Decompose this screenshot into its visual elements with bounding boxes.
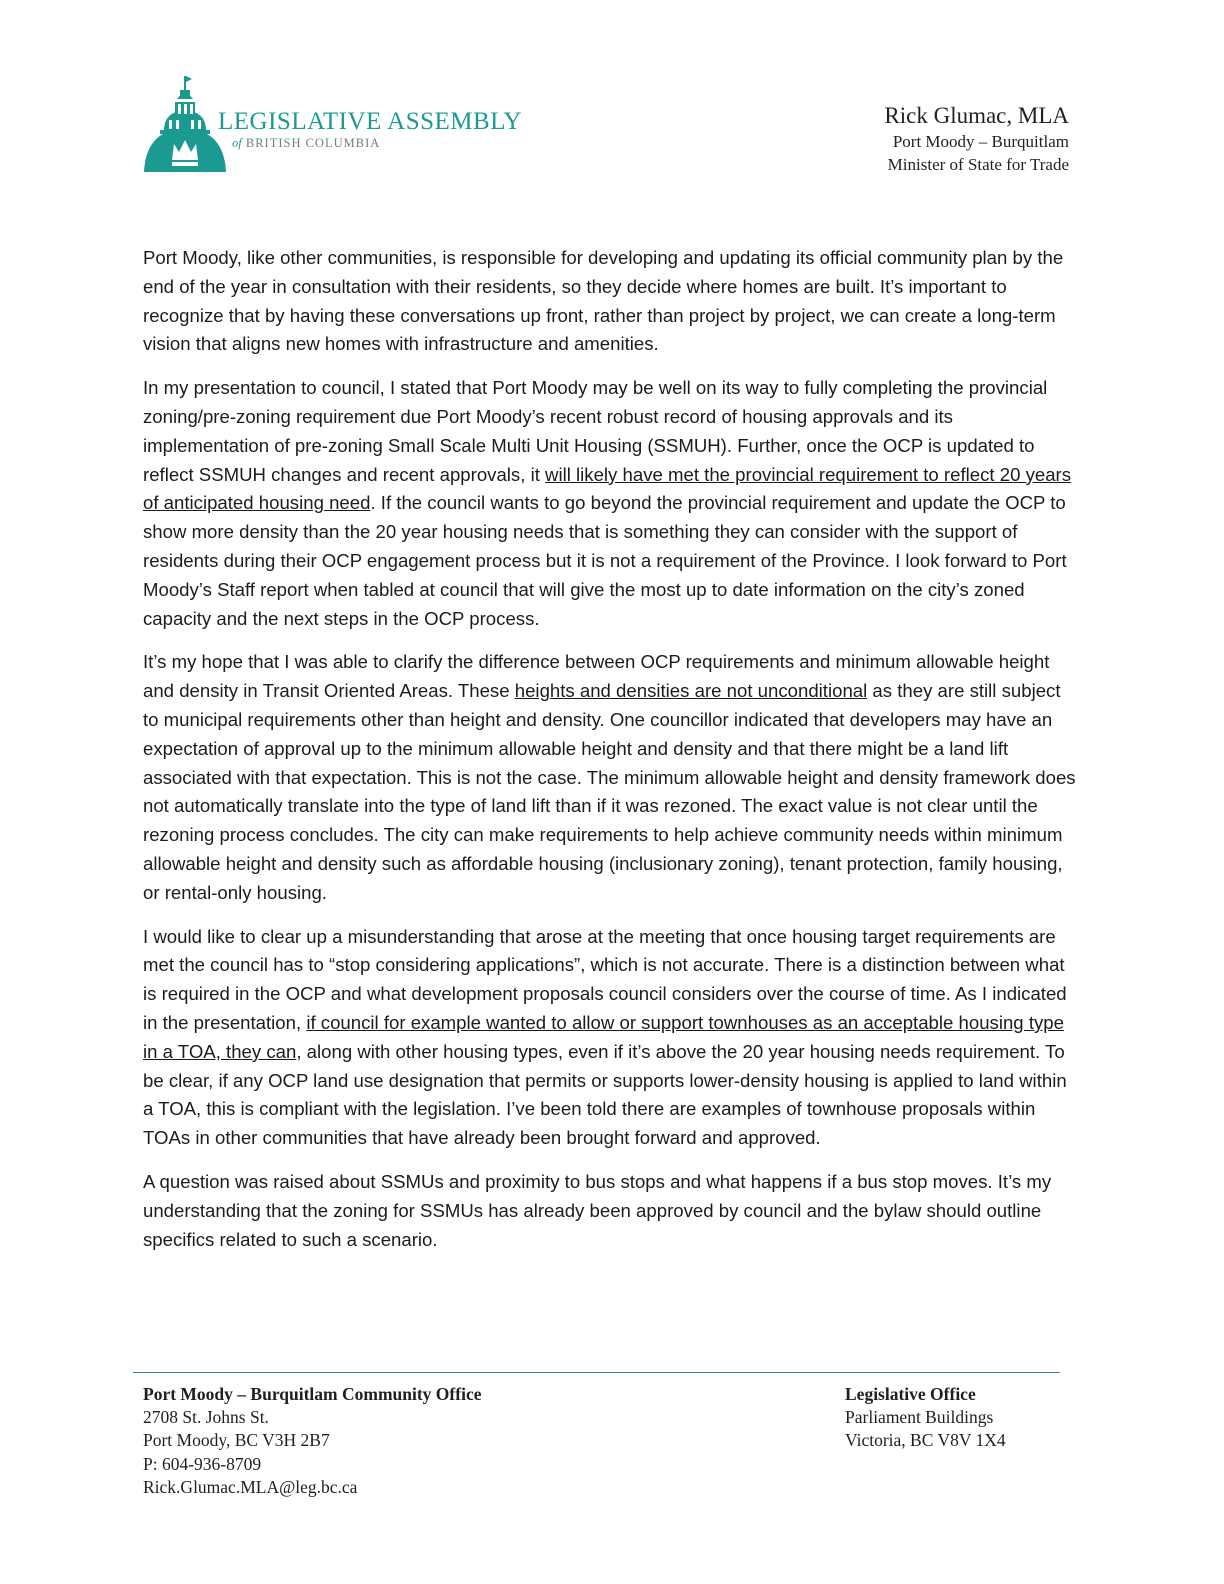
paragraph-2 bbox=[143, 374, 1078, 633]
logo-subtitle-of: of bbox=[232, 136, 242, 150]
legislative-office-city: Victoria, BC V8V 1X4 bbox=[845, 1430, 1006, 1451]
letter-body bbox=[143, 244, 1078, 1269]
paragraph-4-text-a: I would like to clear up a misunderstanding that arose at the meeting that once housing target requirements are met the council has to “stop considering applications”, which is not accurate. There is a distinction between what is required in the OCP and what development proposals council considers over the course of time. As I indicated in the presentation, bbox=[143, 925, 1067, 1033]
community-office-street: 2708 St. Johns St. bbox=[143, 1407, 269, 1428]
community-office-block bbox=[143, 1383, 481, 1499]
legislative-office-block bbox=[845, 1383, 1006, 1453]
paragraph-3 bbox=[143, 648, 1078, 907]
community-office-heading: Port Moody – Burquitlam Community Office bbox=[143, 1384, 482, 1404]
legislative-assembly-logo bbox=[144, 72, 544, 174]
paragraph-3-underlined: heights and densities are not unconditional bbox=[514, 680, 868, 702]
paragraph-2-text-a: In my presentation to council, I stated that Port Moody may be well on its way to fully completing the provincial zoning/pre-zoning requirement due Port Moody’s recent robust record of housing approvals and its implementation of pre-zoning Small Scale Multi Unit Housing (SSMUH). Further, once the OCP is updated to reflect SSMUH changes and recent approvals, it bbox=[143, 377, 1048, 485]
mla-name: Rick Glumac, MLA bbox=[884, 103, 1069, 128]
paragraph-4-text-b: , along with other housing types, even if it’s above the 20 year housing needs requirement. To be clear, if any OCP land use designation that permits or supports lower-density housing is applied to land within a TOA, this is compliant with the legislation. I’ve been told there are examples of townhouse proposals within TOAs in other communities that have already been brought forward and approved. bbox=[143, 1040, 1067, 1149]
community-office-city: Port Moody, BC V3H 2B7 bbox=[143, 1430, 330, 1451]
community-office-email: Rick.Glumac.MLA@leg.bc.ca bbox=[143, 1476, 358, 1497]
paragraph-3-text-b: as they are still subject to municipal requirements other than height and density. One councillor indicated that developers may have an expectation of approval up to the minimum allowable height and density and that there might be a land lift associated with that expectation. This is not the case. The minimum allowable height and density framework does not automatically translate into the type of land lift than if it was rezoned. The exact value is not clear until the rezoning process concludes. The city can make requirements to help achieve community needs within minimum allowable height and density such as affordable housing (inclusionary zoning), tenant protection, family housing, or rental-only housing. bbox=[143, 680, 1076, 903]
paragraph-2-underlined: will likely have met the provincial requirement to reflect 20 years of anticipated housing need bbox=[143, 463, 1072, 514]
paragraph-5: A question was raised about SSMUs and proximity to bus stops and what happens if a bus stop moves. It’s my understanding that the zoning for SSMUs has already been approved by council and the bylaw should outline specifics related to such a scenario. bbox=[143, 1170, 1052, 1250]
paragraph-2-text-b: . If the council wants to go beyond the provincial requirement and update the OCP to show more density than the 20 year housing needs that is something they can consider with the support of residents during their OCP engagement process but it is not a requirement of the Province. I look forward to Port Moody’s Staff report when tabled at council that will give the most up to date information on the city’s zoned capacity and the next steps in the OCP process. bbox=[143, 492, 1067, 629]
logo-title: LEGISLATIVE ASSEMBLY bbox=[218, 108, 523, 135]
legislative-office-building: Parliament Buildings bbox=[845, 1407, 994, 1428]
legislative-office-heading: Legislative Office bbox=[845, 1384, 976, 1404]
mla-riding: Port Moody – Burquitlam bbox=[892, 132, 1069, 151]
logo-subtitle-province: BRITISH COLUMBIA bbox=[245, 136, 381, 150]
footer-divider bbox=[133, 1372, 1060, 1373]
paragraph-3-text-a: It’s my hope that I was able to clarify the difference between OCP requirements and minimum allowable height and density in Transit Oriented Areas. These bbox=[143, 651, 1050, 702]
paragraph-1: Port Moody, like other communities, is responsible for developing and updating its official community plan by the end of the year in consultation with their residents, so they decide where homes are built. It’s important to recognize that by having these conversations up front, rather than project by project, we can create a long-term vision that aligns new homes with infrastructure and amenities. bbox=[143, 247, 1064, 355]
logo-subtitle bbox=[232, 136, 380, 151]
paragraph-4-underlined: if council for example wanted to allow or support townhouses as an acceptable housing type in a TOA, they can bbox=[143, 1011, 1064, 1062]
mla-letterhead bbox=[884, 102, 1069, 176]
mla-role: Minister of State for Trade bbox=[887, 155, 1069, 174]
community-office-phone: P: 604-936-8709 bbox=[143, 1453, 262, 1474]
paragraph-4 bbox=[143, 923, 1078, 1153]
